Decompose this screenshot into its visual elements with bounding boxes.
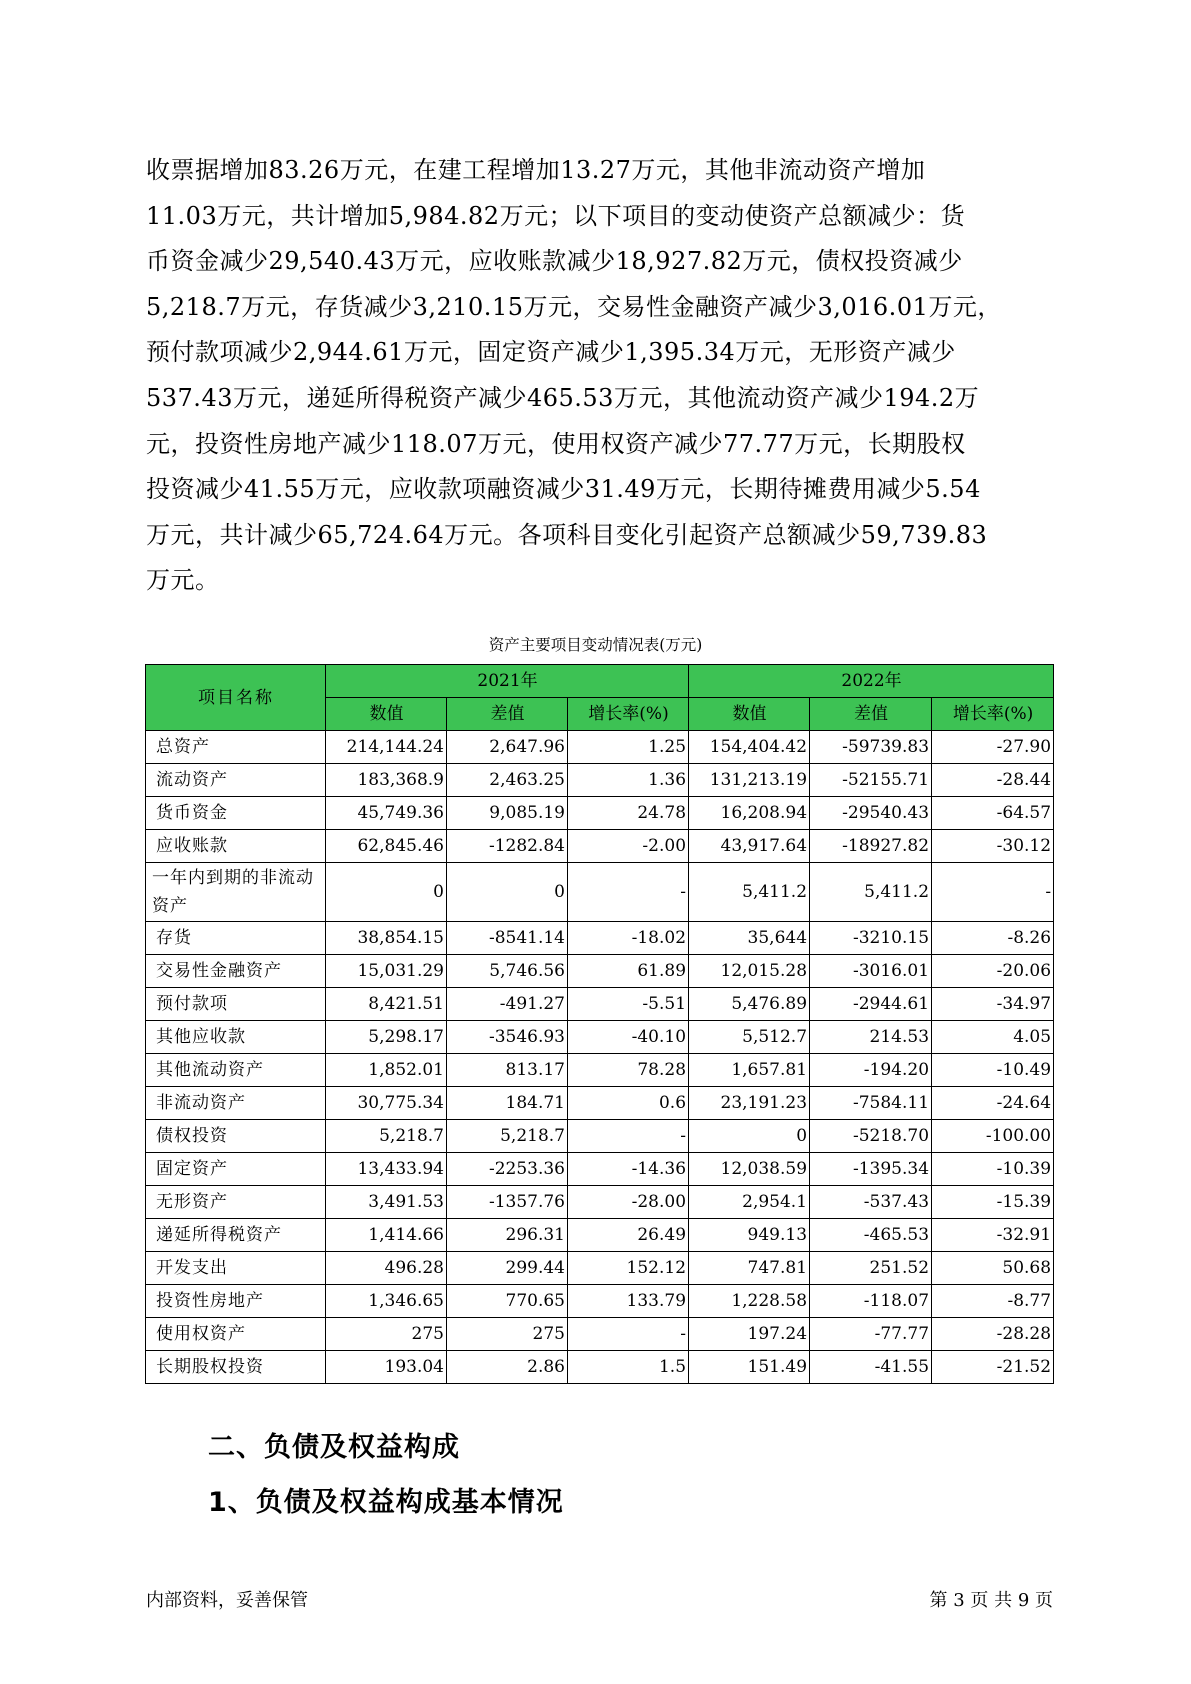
table-row (146, 1120, 1054, 1153)
table-cell: -27.90 (932, 731, 1054, 764)
table-cell: -491.27 (447, 988, 568, 1021)
row-label: 应收账款 (146, 830, 326, 863)
table-cell: 949.13 (689, 1219, 810, 1252)
table-cell: -8541.14 (447, 922, 568, 955)
table-cell: -3210.15 (810, 922, 932, 955)
table-cell: 275 (326, 1318, 447, 1351)
table-row (146, 1021, 1054, 1054)
table-cell: 5,746.56 (447, 955, 568, 988)
table-cell: 3,491.53 (326, 1186, 447, 1219)
table-cell: -32.91 (932, 1219, 1054, 1252)
table-cell: -465.53 (810, 1219, 932, 1252)
row-label: 交易性金融资产 (146, 955, 326, 988)
table-cell: -18.02 (568, 922, 689, 955)
table-cell: -40.10 (568, 1021, 689, 1054)
table-row (146, 1219, 1054, 1252)
table-cell: 197.24 (689, 1318, 810, 1351)
column-header-diff-2022: 差值 (810, 698, 932, 731)
table-row (146, 1087, 1054, 1120)
table-cell: -20.06 (932, 955, 1054, 988)
table-cell: -18927.82 (810, 830, 932, 863)
table-cell: 16,208.94 (689, 797, 810, 830)
row-label: 其他流动资产 (146, 1054, 326, 1087)
table-cell: -100.00 (932, 1120, 1054, 1153)
table-cell: -3016.01 (810, 955, 932, 988)
table-cell: -1357.76 (447, 1186, 568, 1219)
table-row (146, 764, 1054, 797)
table-cell: 0 (447, 863, 568, 922)
column-header-growth-2021: 增长率(%) (568, 698, 689, 731)
paragraph-line: 币资金减少29,540.43万元，应收账款减少18,927.82万元，债权投资减少 (146, 247, 963, 276)
table-row (146, 863, 1054, 922)
table-cell: 1,852.01 (326, 1054, 447, 1087)
table-cell: 813.17 (447, 1054, 568, 1087)
row-label: 货币资金 (146, 797, 326, 830)
table-cell: 251.52 (810, 1252, 932, 1285)
table-cell: -10.49 (932, 1054, 1054, 1087)
table-cell: 747.81 (689, 1252, 810, 1285)
row-label: 非流动资产 (146, 1087, 326, 1120)
table-cell: 193.04 (326, 1351, 447, 1384)
table-cell: 296.31 (447, 1219, 568, 1252)
table-cell: 30,775.34 (326, 1087, 447, 1120)
row-label: 无形资产 (146, 1186, 326, 1219)
table-cell: -1395.34 (810, 1153, 932, 1186)
table-cell: 45,749.36 (326, 797, 447, 830)
footer-page-number: 第 3 页 共 9 页 (929, 1590, 1053, 1611)
table-cell: 12,015.28 (689, 955, 810, 988)
table-cell: 62,845.46 (326, 830, 447, 863)
subsection-heading: 1、负债及权益构成基本情况 (208, 1487, 564, 1518)
column-header-value-2021: 数值 (326, 698, 447, 731)
table-cell: 23,191.23 (689, 1087, 810, 1120)
table-row (146, 1318, 1054, 1351)
table-cell: 131,213.19 (689, 764, 810, 797)
table-row (146, 988, 1054, 1021)
table-cell: -30.12 (932, 830, 1054, 863)
footer-confidential-note: 内部资料，妥善保管 (146, 1590, 308, 1611)
table-cell: -118.07 (810, 1285, 932, 1318)
column-header-year-2022: 2022年 (689, 665, 1054, 698)
table-cell: 214,144.24 (326, 731, 447, 764)
table-row (146, 1054, 1054, 1087)
table-cell: -64.57 (932, 797, 1054, 830)
table-cell: 184.71 (447, 1087, 568, 1120)
table-cell: 78.28 (568, 1054, 689, 1087)
table-row (146, 830, 1054, 863)
table-cell: -1282.84 (447, 830, 568, 863)
paragraph-line: 5,218.7万元，存货减少3,210.15万元，交易性金融资产减少3,016.01万元， (146, 292, 1002, 321)
table-cell: 0 (326, 863, 447, 922)
column-header-diff-2021: 差值 (447, 698, 568, 731)
table-cell: 183,368.9 (326, 764, 447, 797)
table-cell: - (568, 1120, 689, 1153)
table-cell: -77.77 (810, 1318, 932, 1351)
table-row (146, 955, 1054, 988)
table-cell: -2.00 (568, 830, 689, 863)
table-cell: 2,463.25 (447, 764, 568, 797)
table-cell: 9,085.19 (447, 797, 568, 830)
row-label: 一年内到期的非流动资产 (146, 863, 326, 922)
table-row (146, 1351, 1054, 1384)
table-cell: 496.28 (326, 1252, 447, 1285)
row-label: 递延所得税资产 (146, 1219, 326, 1252)
table-cell: 5,218.7 (447, 1120, 568, 1153)
table-cell: -52155.71 (810, 764, 932, 797)
column-header-item-name: 项目名称 (146, 665, 326, 731)
table-cell: 1.5 (568, 1351, 689, 1384)
table-row (146, 797, 1054, 830)
paragraph-line: 537.43万元，递延所得税资产减少465.53万元，其他流动资产减少194.2万 (146, 383, 980, 412)
table-cell: 1,657.81 (689, 1054, 810, 1087)
row-label: 债权投资 (146, 1120, 326, 1153)
table-cell: -5.51 (568, 988, 689, 1021)
table-cell: -14.36 (568, 1153, 689, 1186)
table-row (146, 1252, 1054, 1285)
table-cell: 12,038.59 (689, 1153, 810, 1186)
paragraph-line: 预付款项减少2,944.61万元，固定资产减少1,395.34万元，无形资产减少 (146, 338, 956, 367)
row-label: 投资性房地产 (146, 1285, 326, 1318)
table-cell: -7584.11 (810, 1087, 932, 1120)
table-cell: 133.79 (568, 1285, 689, 1318)
table-cell: 35,644 (689, 922, 810, 955)
asset-change-table (145, 664, 1054, 1384)
section-heading: 二、负债及权益构成 (208, 1432, 460, 1463)
paragraph-line: 投资减少41.55万元，应收款项融资减少31.49万元，长期待摊费用减少5.54 (146, 475, 981, 504)
table-cell: 1.36 (568, 764, 689, 797)
body-paragraph (146, 148, 1046, 604)
paragraph-line: 元，投资性房地产减少118.07万元，使用权资产减少77.77万元，长期股权 (146, 429, 966, 458)
table-row (146, 1285, 1054, 1318)
table-cell: -5218.70 (810, 1120, 932, 1153)
table-cell: 1,228.58 (689, 1285, 810, 1318)
table-cell: 0.6 (568, 1087, 689, 1120)
table-cell: 2,647.96 (447, 731, 568, 764)
table-row (146, 731, 1054, 764)
table-cell: 5,218.7 (326, 1120, 447, 1153)
table-cell: 26.49 (568, 1219, 689, 1252)
table-cell: 15,031.29 (326, 955, 447, 988)
table-cell: -3546.93 (447, 1021, 568, 1054)
table-cell: 43,917.64 (689, 830, 810, 863)
table-cell: 770.65 (447, 1285, 568, 1318)
table-row (146, 922, 1054, 955)
table-cell: 38,854.15 (326, 922, 447, 955)
table-cell: -28.28 (932, 1318, 1054, 1351)
table-row (146, 1186, 1054, 1219)
table-cell: - (932, 863, 1054, 922)
row-label: 开发支出 (146, 1252, 326, 1285)
table-cell: 8,421.51 (326, 988, 447, 1021)
column-header-value-2022: 数值 (689, 698, 810, 731)
column-header-growth-2022: 增长率(%) (932, 698, 1054, 731)
table-cell: 151.49 (689, 1351, 810, 1384)
table-cell: 61.89 (568, 955, 689, 988)
table-cell: 5,512.7 (689, 1021, 810, 1054)
table-cell: 0 (689, 1120, 810, 1153)
table-row (146, 1153, 1054, 1186)
table-cell: -34.97 (932, 988, 1054, 1021)
table-cell: -2253.36 (447, 1153, 568, 1186)
row-label: 其他应收款 (146, 1021, 326, 1054)
table-cell: -8.26 (932, 922, 1054, 955)
table-cell: 1,346.65 (326, 1285, 447, 1318)
table-cell: -59739.83 (810, 731, 932, 764)
table-cell: -2944.61 (810, 988, 932, 1021)
table-cell: -21.52 (932, 1351, 1054, 1384)
table-cell: - (568, 1318, 689, 1351)
table-cell: 13,433.94 (326, 1153, 447, 1186)
table-cell: 4.05 (932, 1021, 1054, 1054)
row-label: 使用权资产 (146, 1318, 326, 1351)
paragraph-line: 收票据增加83.26万元，在建工程增加13.27万元，其他非流动资产增加 (146, 156, 926, 184)
table-cell: 1,414.66 (326, 1219, 447, 1252)
row-label: 预付款项 (146, 988, 326, 1021)
table-cell: 154,404.42 (689, 731, 810, 764)
table-cell: - (568, 863, 689, 922)
paragraph-line: 万元。 (146, 566, 220, 595)
table-cell: 275 (447, 1318, 568, 1351)
row-label: 存货 (146, 922, 326, 955)
table-cell: 1.25 (568, 731, 689, 764)
column-header-year-2021: 2021年 (326, 665, 689, 698)
table-cell: -41.55 (810, 1351, 932, 1384)
table-cell: -537.43 (810, 1186, 932, 1219)
table-cell: -8.77 (932, 1285, 1054, 1318)
table-cell: 299.44 (447, 1252, 568, 1285)
table-cell: 5,476.89 (689, 988, 810, 1021)
table-cell: -194.20 (810, 1054, 932, 1087)
table-cell: 214.53 (810, 1021, 932, 1054)
table-cell: 2.86 (447, 1351, 568, 1384)
table-cell: -15.39 (932, 1186, 1054, 1219)
table-cell: -24.64 (932, 1087, 1054, 1120)
table-cell: 5,411.2 (810, 863, 932, 922)
table-caption: 资产主要项目变动情况表(万元) (488, 636, 703, 654)
paragraph-line: 万元，共计减少65,724.64万元。各项科目变化引起资产总额减少59,739.83 (146, 520, 988, 549)
table-cell: -29540.43 (810, 797, 932, 830)
table-cell: 2,954.1 (689, 1186, 810, 1219)
row-label: 固定资产 (146, 1153, 326, 1186)
table-cell: -28.44 (932, 764, 1054, 797)
table-cell: 152.12 (568, 1252, 689, 1285)
table-cell: 5,298.17 (326, 1021, 447, 1054)
paragraph-line: 11.03万元，共计增加5,984.82万元；以下项目的变动使资产总额减少：货 (146, 201, 966, 230)
table-cell: -10.39 (932, 1153, 1054, 1186)
row-label: 长期股权投资 (146, 1351, 326, 1384)
table-cell: 24.78 (568, 797, 689, 830)
table-cell: -28.00 (568, 1186, 689, 1219)
row-label: 总资产 (146, 731, 326, 764)
row-label: 流动资产 (146, 764, 326, 797)
table-cell: 50.68 (932, 1252, 1054, 1285)
table-cell: 5,411.2 (689, 863, 810, 922)
